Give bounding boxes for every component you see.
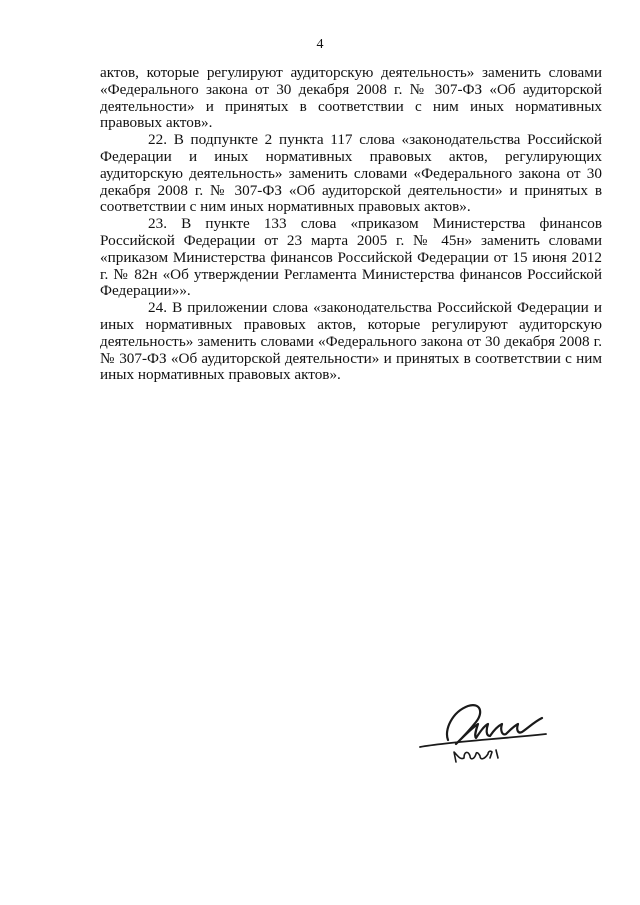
page-number: 4 xyxy=(316,37,324,52)
handwritten-signature xyxy=(418,700,548,780)
paragraph-item-24: 24. В приложении слова «законодательства Российской Федерации и иных нормативных правовых актов, которые регулируют аудиторскую деятельность» заменить словами «Федерального закона от 30 декабря 2008 г. № 307-ФЗ «Об аудиторской деятельности» и принятых в соответствии с ним иных нормативных правовых актов». xyxy=(100,299,602,384)
document-body xyxy=(100,65,602,384)
signature-stroke-underline xyxy=(420,734,546,747)
paragraph-item-22: 22. В подпункте 2 пункта 117 слова «законодательства Российской Федерации и иных нормативных правовых актов, регулирующих аудиторскую деятельность» заменить словами «Федерального закона от 30 декабря 2008 г. № 307-ФЗ «Об аудиторской деятельности» и принятых в соответствии с ним иных нормативных правовых актов». xyxy=(100,131,602,216)
paragraph-continuation: актов, которые регулируют аудиторскую деятельность» заменить словами «Федерального закона от 30 декабря 2008 г. № 307-ФЗ «Об аудиторской деятельности» и принятых в соответствии с ним иных нормативных правовых актов». xyxy=(100,64,602,132)
paragraph-item-23: 23. В пункте 133 слова «приказом Министерства финансов Российской Федерации от 23 марта 2005 г. № 45н» заменить словами «приказом Министерства финансов Российской Федерации от 15 июня 2012 г. № 82н «Об утверждении Регламента Министерства финансов Российской Федерации»». xyxy=(100,215,602,300)
signature-stroke-lower xyxy=(454,750,498,762)
